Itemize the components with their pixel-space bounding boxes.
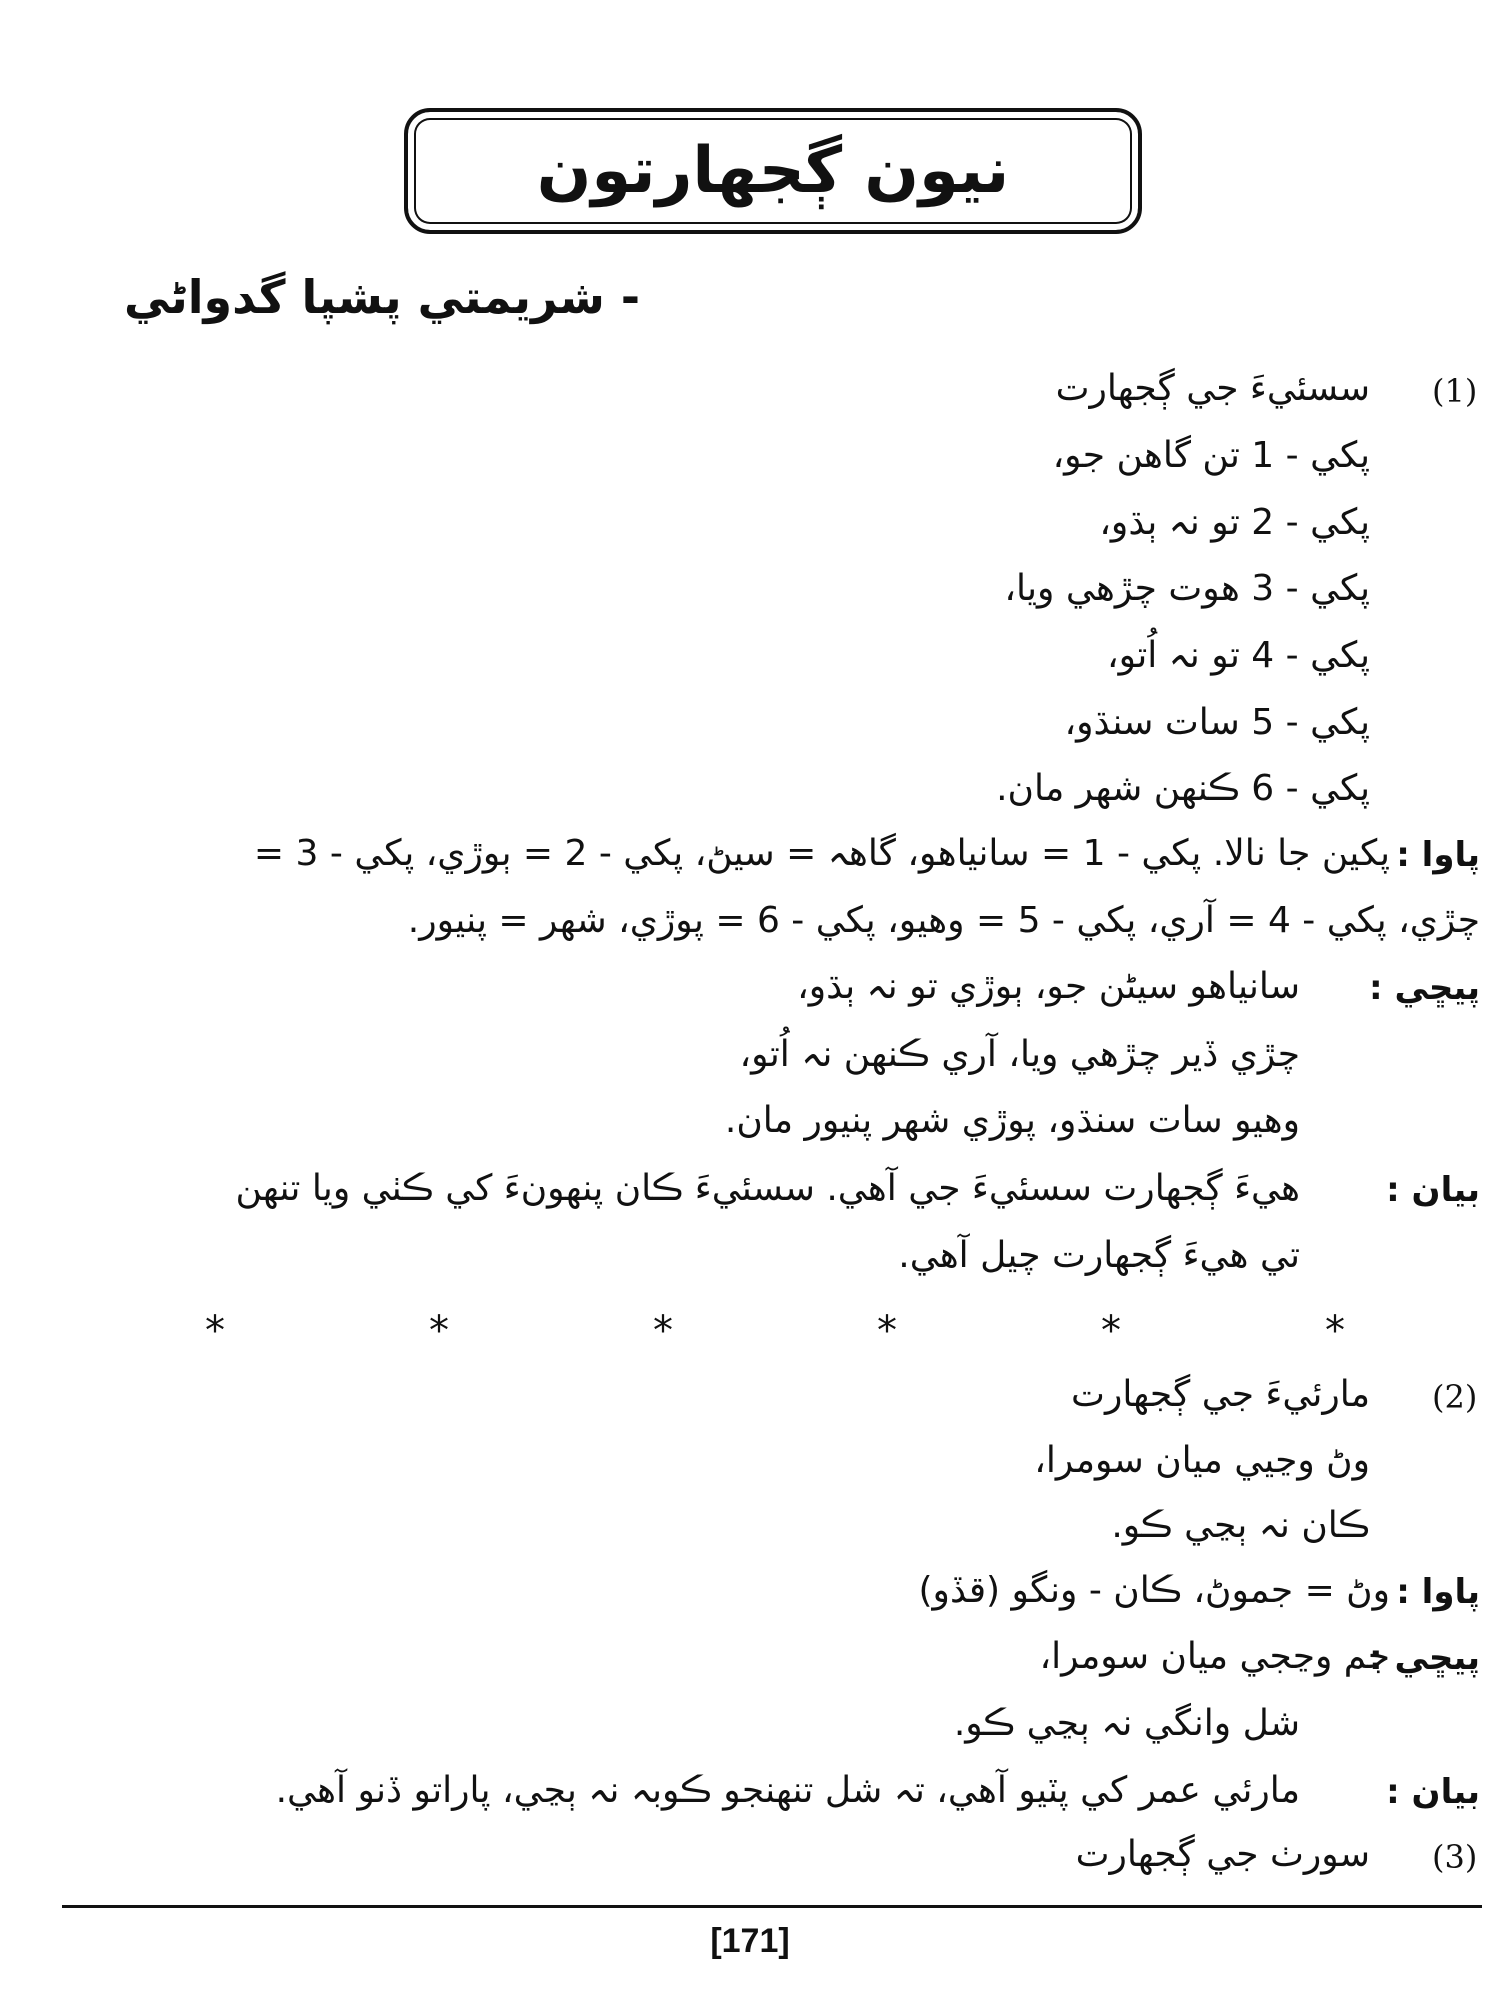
riddle-line: پکي - 2 تو نہ ٻڌو، <box>1099 502 1370 543</box>
pawa-label: پاوا : <box>1396 835 1480 875</box>
pawa-label: پاوا : <box>1396 1572 1480 1612</box>
pawa-line: وڻ = جموڻ، ڪان - ونگو (قڏو) <box>918 1570 1390 1611</box>
bayan-label: بيان : <box>1386 1170 1480 1210</box>
riddle-heading: سورٺ جي ڳجهارت <box>1075 1834 1370 1875</box>
riddle-line: وڻ وڃيي ميان سومرا، <box>1034 1440 1370 1481</box>
separator-star: * <box>1325 1308 1345 1354</box>
pechi-line: وهيو سات سنڌو، پوڙي شهر پنيور مان. <box>724 1100 1300 1141</box>
riddle-line: پکي - 5 سات سنڌو، <box>1064 702 1370 743</box>
separator-star: * <box>429 1308 449 1354</box>
bayan-line: هيءَ ڳجهارت سسئيءَ جي آهي. سسئيءَ ڪان پنهونءَ کي ڪٺي ويا تنهن <box>235 1168 1300 1209</box>
riddle-number: (1) <box>1432 372 1478 410</box>
bayan-line: تي هيءَ ڳجهارت چيل آهي. <box>898 1235 1300 1276</box>
page-number: [171] <box>710 1922 790 1960</box>
riddle-heading: مارئيءَ جي ڳجهارت <box>1071 1374 1370 1415</box>
separator-star: * <box>205 1308 225 1354</box>
pawa-line: پکين جا نالا. پکي - 1 = سانياهو، گاهہ = سيڻ، پکي - 2 = ٻوڙي، پکي - 3 = <box>253 833 1390 874</box>
page-title: نيون ڳجهارتون <box>536 134 1010 208</box>
separator-star: * <box>877 1308 897 1354</box>
riddle-line: پکي - 4 تو نہ اُتو، <box>1106 635 1370 676</box>
title-box <box>404 108 1142 234</box>
riddle-line: پکي - 1 تن گاهن جو، <box>1052 435 1370 476</box>
riddle-line: پکي - 6 ڪنهن شهر مان. <box>996 768 1370 809</box>
bayan-line: مارئي عمر کي پٽيو آهي، تہ شل تنهنجو ڪوبہ نہ ٻڃي، پاراتو ڏنو آهي. <box>275 1770 1300 1811</box>
riddle-number: (3) <box>1432 1838 1478 1876</box>
pechi-label: پيڇي : <box>1369 968 1480 1008</box>
separator-star: * <box>653 1308 673 1354</box>
pechi-line: سانياهو سيڻن جو، ٻوڙي تو نہ ٻڌو، <box>797 966 1300 1007</box>
pechi-line: جم وڃجي ميان سومرا، <box>1039 1636 1390 1677</box>
riddle-line: ڪان نہ ٻڃي ڪو. <box>1111 1505 1370 1546</box>
riddle-heading: سسئيءَ جي ڳجهارت <box>1055 368 1370 409</box>
pechi-line: شل وانگي نہ ٻڃي ڪو. <box>953 1703 1300 1744</box>
pechi-line: چڙي ڏير چڙهي ويا، آري ڪنهن نہ اُتو، <box>739 1034 1300 1075</box>
author-line: - شريمتي پشپا گدواڻي <box>123 270 640 324</box>
pechi-label: پيڇي : <box>1369 1638 1480 1678</box>
section-separator <box>205 1308 1345 1354</box>
footer-rule <box>62 1905 1482 1908</box>
separator-star: * <box>1101 1308 1121 1354</box>
bayan-label: بيان : <box>1386 1772 1480 1812</box>
riddle-number: (2) <box>1432 1378 1478 1416</box>
pawa-line: چڙي، پکي - 4 = آري، پکي - 5 = وهيو، پکي - 6 = پوڙي، شهر = پنيور. <box>407 900 1480 941</box>
riddle-line: پکي - 3 هوت چڙهي ويا، <box>1004 568 1370 609</box>
